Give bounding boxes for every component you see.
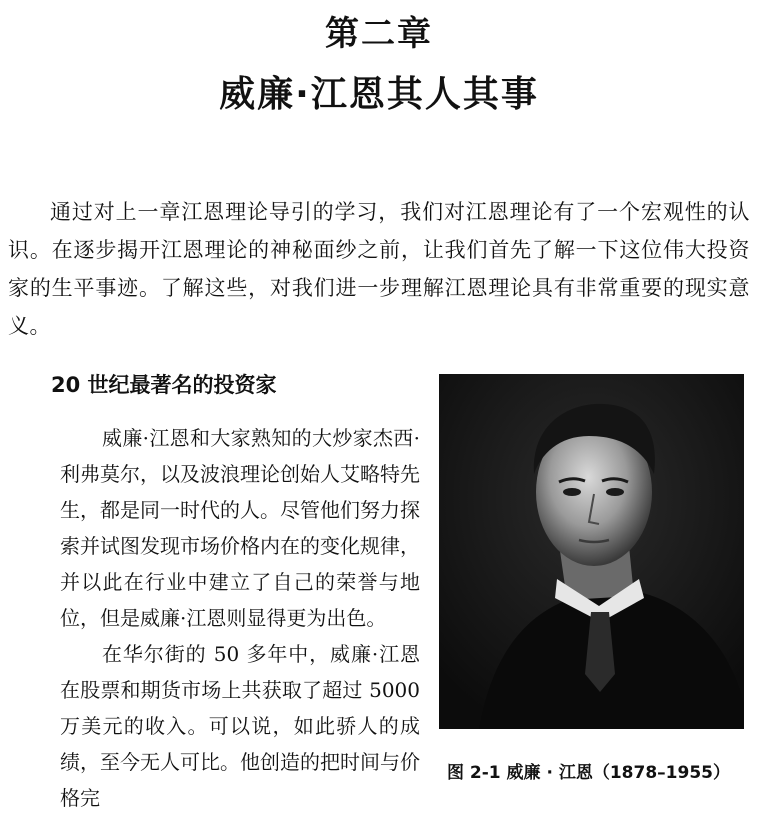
portrait-illustration	[439, 374, 744, 729]
body-paragraph-2: 在华尔街的 50 多年中，威廉·江恩在股票和期货市场上共获取了超过 5000 万美元的收入。可以说，如此骄人的成绩，至今无人可比。他创造的把时间与价格完	[60, 642, 420, 810]
body-paragraph-1: 威廉·江恩和大家熟知的大炒家杰西·利弗莫尔，以及波浪理论创始人艾略特先生，都是同一时代的人。尽管他们努力探索并试图发现市场价格内在的变化规律，并以此在行业中建立了自己的荣誉与地位，但是威廉·江恩则显得更为出色。	[60, 426, 420, 630]
figure-caption: 图 2-1 威廉 · 江恩（1878–1955）	[447, 763, 730, 783]
section-body	[60, 420, 420, 816]
portrait-photo	[439, 374, 744, 729]
chapter-number: 第二章	[325, 14, 433, 54]
section-heading: 20 世纪最著名的投资家	[51, 373, 277, 397]
intro-paragraph: 通过对上一章江恩理论导引的学习，我们对江恩理论有了一个宏观性的认识。在逐步揭开江恩理论的神秘面纱之前，让我们首先了解一下这位伟大投资家的生平事迹。了解这些，对我们进一步理解江恩理论具有非常重要的现实意义。	[8, 200, 750, 338]
chapter-title: 威廉·江恩其人其事	[219, 74, 539, 115]
